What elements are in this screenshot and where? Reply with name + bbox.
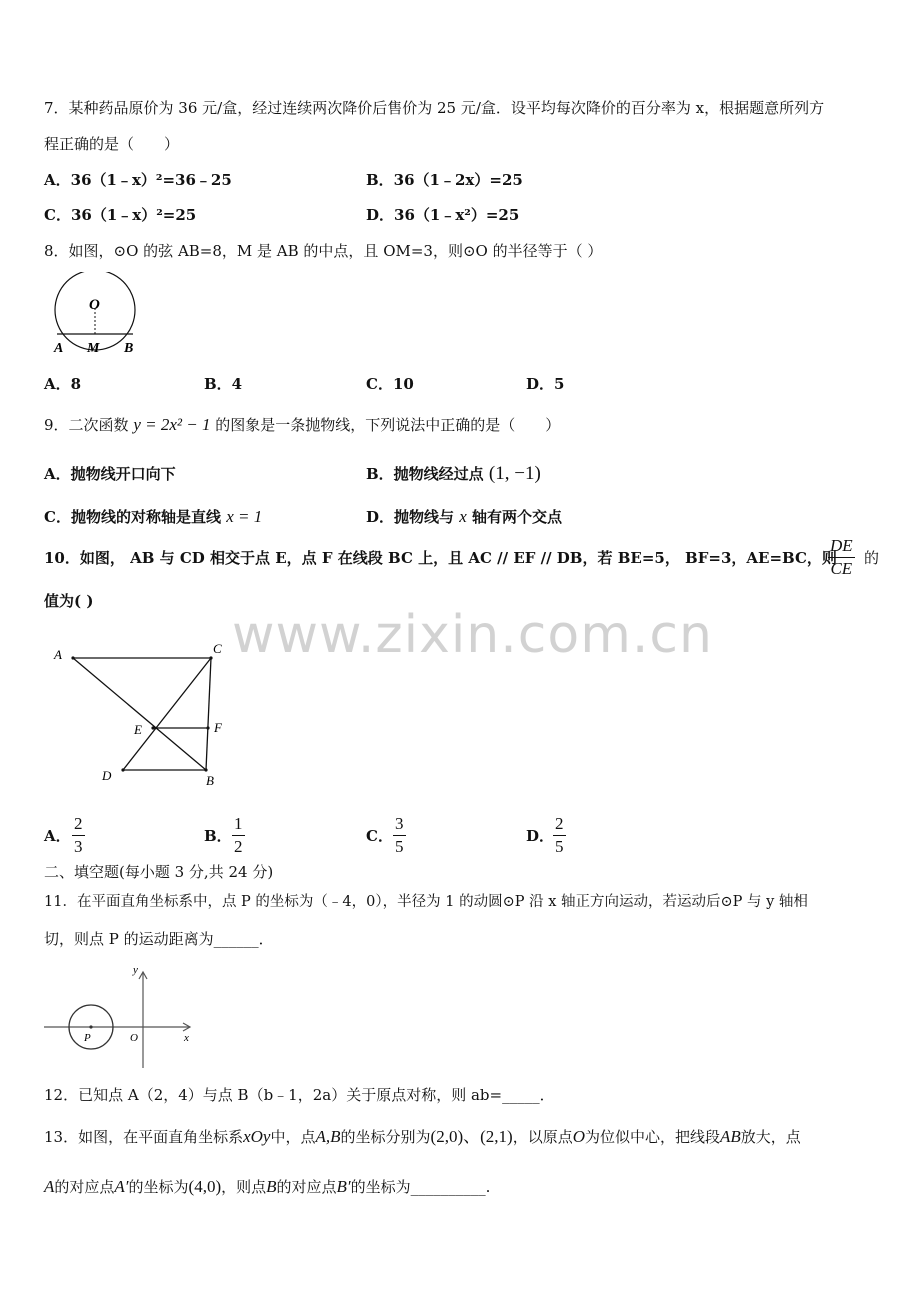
q13-l1-coords: (2,0)、(2,1) [430,1127,513,1146]
q10-option-c [366,826,393,846]
q10-label-e: E [134,722,142,737]
q10-option-b-num: 1 [232,813,245,836]
q8-label-b: B [124,341,134,356]
q11-label-y: y [133,964,138,976]
q13-l2-c: 的坐标为 [128,1178,189,1196]
section-2-heading: 二、填空题(每小题 3 分,共 24 分) [44,863,274,881]
q13-l1-f: 放大，点 [740,1128,801,1146]
q13-l2-a: A [44,1177,55,1196]
q8-label-m: M [87,341,100,356]
q9-option-d-pre: D．抛物线与 [366,508,455,526]
q7-option-d: D．36（1﹣x²）=25 [366,206,520,224]
q10-option-b [204,826,232,846]
q13-l1-ab: AB [720,1127,741,1146]
q10-label-b: B [206,773,214,788]
q10-stem-line2: 值为( ) [44,592,94,610]
q10-label-f: F [214,720,222,735]
q11-point-p [89,1025,92,1028]
q9-option-d-var: x [459,507,467,526]
q13-l2-d: ，则点 [221,1178,267,1196]
q10-segment-ab [73,658,206,770]
q10-option-d-frac [553,813,566,858]
q10-label-d: D [102,768,112,783]
q10-segment-cd [123,658,211,770]
q10-option-a-frac [72,813,85,858]
q9-stem [44,415,560,435]
q10-fraction-de-ce [828,535,855,580]
q10-stem-text: 10．如图， AB 与 CD 相交于点 E，点 F 在线段 BC 上，且 AC // EF // DB，若 BE=5， BF=3，AE=BC，则 [44,549,837,567]
q13-l1-d: ，以原点 [512,1128,573,1146]
q11-stem-line2: 切，则点 P 的运动距离为______． [44,930,274,948]
q10-option-d-den: 5 [555,837,564,856]
q13-l1-e: 为位似中心，把线段 [584,1128,720,1146]
q10-option-a-num: 2 [72,813,85,836]
q11-label-x: x [184,1032,189,1044]
q10-stem-tail: 的 [864,549,880,567]
q11-figure [40,960,210,1070]
q10-figure [44,640,244,790]
q13-l1-a: 13．如图，在平面直角坐标系 [44,1128,244,1146]
q9-option-c-text: C．抛物线的对称轴是直线 [44,508,221,526]
q13-l2-e: 的对应点 [276,1178,337,1196]
q10-option-a [44,826,71,846]
q10-option-c-label: C． [366,827,393,845]
q9-suffix: 的图象是一条抛物线，下列说法中正确的是（ ） [215,416,561,434]
watermark: www.zixin.com.cn [232,605,713,665]
q13-l1-pts: A,B [315,1127,341,1146]
q9-option-b-text: B．抛物线经过点 [366,465,484,483]
q9-option-c [44,507,262,527]
q11-label-p: P [84,1032,91,1044]
q10-point-c [209,656,212,659]
q11-stem-line1: 11．在平面直角坐标系中，点 P 的坐标为（﹣4，0），半径为 1 的动圆⊙P 沿 x 轴正方向运动，若运动后⊙P 与 y 轴相 [44,894,808,910]
q8-option-b: B．4 [204,375,243,393]
q7-stem-line2: 程正确的是（ ） [44,135,180,153]
q9-option-d [366,507,562,527]
q10-option-b-label: B． [204,827,232,845]
q13-l2-bvar: B [266,1177,277,1196]
q10-option-d-label: D． [526,827,555,845]
q8-option-c: C．10 [366,375,414,393]
q13-l1-o: O [572,1127,585,1146]
q13-l2-ap: A′ [114,1177,129,1196]
q9-prefix: 9．二次函数 [44,416,129,434]
q13-stem-line1 [44,1127,801,1147]
q10-option-c-num: 3 [393,813,406,836]
q13-l1-c: 的坐标分别为 [340,1128,431,1146]
q7-stem-line1: 7．某种药品原价为 36 元/盒，经过连续两次降价后售价为 25 元/盒．设平均每次降价的百分率为 x，根据题意所列方 [44,99,825,117]
q9-formula: y = 2x² − 1 [133,415,211,434]
q9-option-a: A．抛物线开口向下 [44,465,176,483]
q10-frac-den: CE [830,559,853,578]
q8-circle-figure [44,272,144,356]
q7-option-a: A．36（1﹣x）²=36﹣25 [44,171,232,189]
q10-option-a-den: 3 [74,837,83,856]
q8-label-o: O [89,297,100,313]
q10-segment-cb [206,658,211,770]
q13-l2-bp: B′ [336,1177,351,1196]
q10-option-d [526,826,554,846]
q8-option-a: A．8 [44,375,82,393]
q10-label-a: A [54,647,62,662]
q8-stem: 8．如图，⊙O 的弦 AB=8，M 是 AB 的中点，且 OM=3，则⊙O 的半径等于（ ） [44,242,603,260]
q10-point-b [204,768,207,771]
q10-point-a [71,656,74,659]
q10-point-e [151,726,154,729]
q10-point-f [206,726,209,729]
q10-option-c-den: 5 [395,837,404,856]
q13-l1-b: 中，点 [270,1128,316,1146]
q7-option-b: B．36（1﹣2x）=25 [366,171,523,189]
q7-option-c: C．36（1﹣x）²=25 [44,206,197,224]
q10-option-d-num: 2 [553,813,566,836]
q13-l2-b: 的对应点 [54,1178,115,1196]
q9-option-c-eq: x = 1 [226,507,263,526]
q9-option-d-post: 轴有两个交点 [472,508,563,526]
q13-l2-f: 的坐标为__________. [350,1178,491,1196]
q10-option-b-den: 2 [234,837,243,856]
q10-stem-line1 [44,548,837,568]
q13-l2-coord: (4,0) [188,1177,222,1196]
q9-option-b-point: (1, −1) [488,463,541,484]
q10-label-c: C [213,641,222,656]
q10-option-a-label: A． [44,827,71,845]
q10-option-b-frac [232,813,245,858]
q8-label-a: A [54,341,64,356]
q10-point-d [121,768,124,771]
q12-stem: 12．已知点 A（2，4）与点 B（b﹣1，2a）关于原点对称，则 ab=_____． [44,1086,555,1104]
q13-stem-line2 [44,1177,490,1197]
q10-frac-num: DE [828,535,855,558]
q9-option-b [366,464,541,484]
q13-l1-sys: xOy [243,1127,271,1146]
q10-option-c-frac [393,813,406,858]
q11-label-o: O [130,1032,138,1044]
q8-option-d: D．5 [526,375,565,393]
